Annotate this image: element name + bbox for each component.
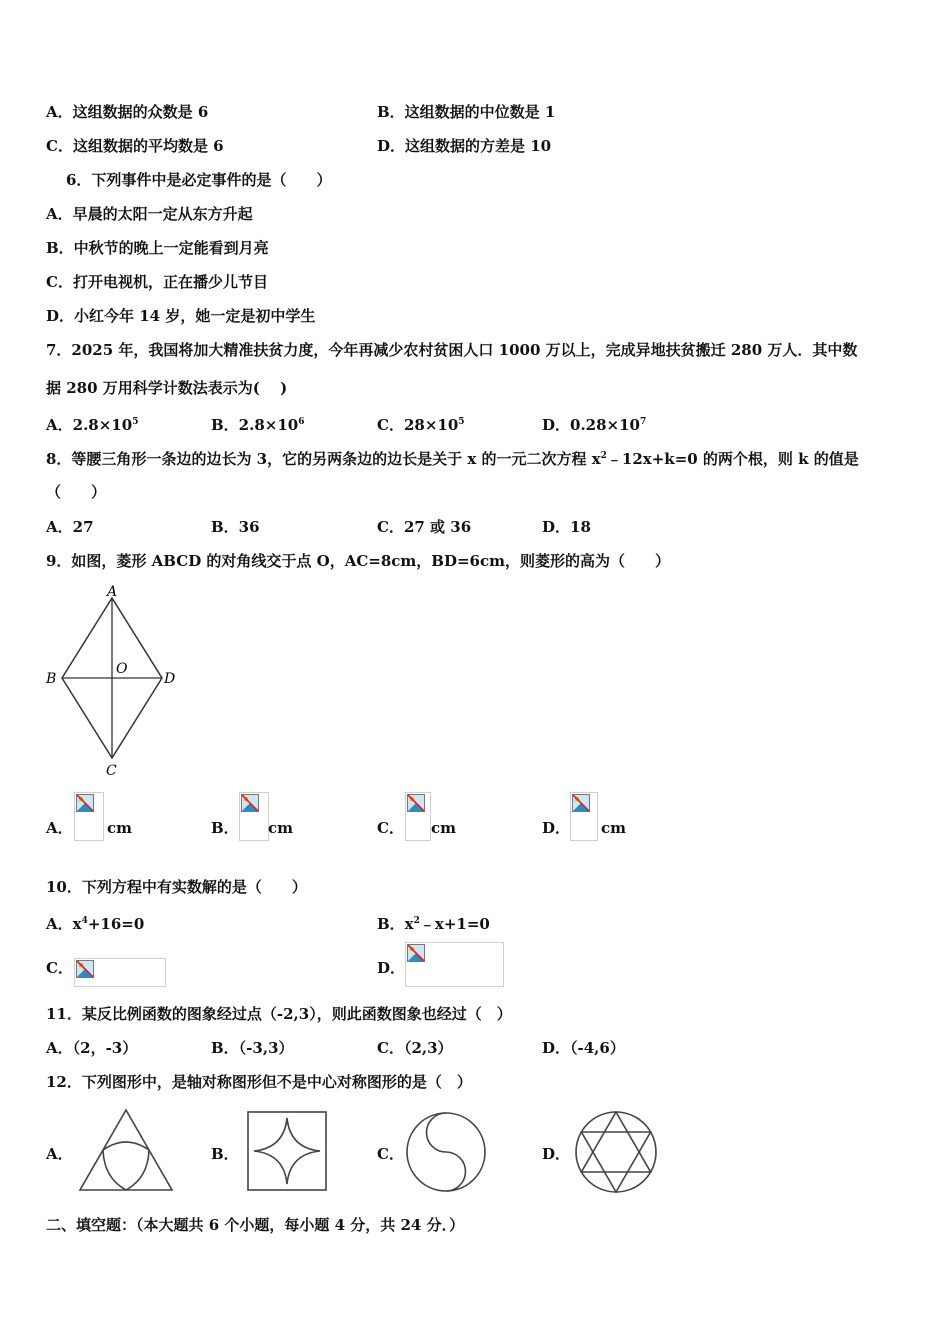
broken-image-icon: [407, 944, 425, 962]
q9-option-d-unit: cm: [601, 819, 627, 837]
q7-option-a: A．$2.8\times 10^5$: [46, 416, 139, 434]
q9-option-b-unit: cm: [268, 819, 294, 837]
label-a: A: [107, 584, 118, 600]
q9-option-a-label: A．: [46, 819, 73, 837]
q6-option-c: C．打开电视机，正在播少儿节目: [46, 273, 268, 291]
q9-option-a-unit: cm: [107, 819, 133, 837]
q7-option-b: B．$2.8\times 10^6$: [211, 416, 305, 434]
q7-option-d: D．$0.28\times 10^7$: [542, 416, 647, 434]
q8-option-b: B．36: [211, 518, 260, 536]
label-b: B: [46, 671, 57, 687]
q9-option-b-label: B．: [211, 819, 239, 837]
q11-stem: 11．某反比例函数的图象经过点（-2,3），则此函数图象也经过（ ）: [46, 1005, 512, 1023]
q8-stem-line1: 8．等腰三角形一条边的边长为 3，它的另两条边的边长是关于 x 的一元二次方程 $x^2﹣12x+k=0$ 的两个根，则 k 的值是: [46, 450, 859, 468]
q12-option-d-label: D．: [542, 1145, 571, 1163]
q12-stem: 12．下列图形中，是轴对称图形但不是中心对称图形的是（ ）: [46, 1073, 472, 1091]
section-fill-in-title: 二、填空题：（本大题共 6 个小题，每小题 4 分，共 24 分．）: [46, 1216, 465, 1234]
broken-image-icon: [76, 794, 94, 812]
q6-option-d: D．小红今年 14 岁，她一定是初中学生: [46, 307, 316, 325]
q12-figure-b-square-star: [246, 1110, 328, 1192]
q8-option-c: C．27 或 36: [377, 518, 472, 536]
q7-stem-line1: 7．2025 年，我国将加大精准扶贫力度，今年再减少农村贫困人口 1000 万以上，完成异地扶贫搬迁 280 万人．其中数: [46, 341, 858, 359]
q12-figure-a-triangle-arcs: [76, 1106, 176, 1194]
q5-option-b: B．这组数据的中位数是 1: [377, 103, 556, 121]
q11-option-c: C．（2,3）: [377, 1039, 453, 1057]
q7-option-c: C．$28\times 10^5$: [377, 416, 465, 434]
q10-option-c-image: [74, 958, 166, 987]
q10-option-d-label: D．: [377, 959, 406, 977]
q12-figure-d-hexagram-circle: [574, 1108, 658, 1196]
q9-option-c-label: C．: [377, 819, 404, 837]
q10-option-a: A．$x^4+16=0$: [46, 915, 145, 933]
q9-option-b-image: [239, 792, 269, 841]
q11-option-d: D．（-4,6）: [542, 1039, 625, 1057]
q6-option-b: B．中秋节的晚上一定能看到月亮: [46, 239, 269, 257]
q9-option-c-image: [405, 792, 431, 841]
label-c: C: [106, 763, 117, 779]
q8-option-d: D．18: [542, 518, 591, 536]
q12-option-b-label: B．: [211, 1145, 239, 1163]
broken-image-icon: [241, 794, 259, 812]
q6-stem: 6．下列事件中是必定事件的是（ ）: [66, 171, 332, 189]
label-d: D: [164, 671, 176, 687]
q10-stem: 10．下列方程中有实数解的是（ ）: [46, 878, 307, 896]
q11-option-a: A．（2，-3）: [46, 1039, 138, 1057]
q9-option-c-unit: cm: [431, 819, 457, 837]
q9-option-a-image: [74, 792, 104, 841]
q5-option-a: A．这组数据的众数是 6: [46, 103, 209, 121]
broken-image-icon: [572, 794, 590, 812]
q10-option-d-image: [405, 942, 504, 987]
q12-figure-c-taiji: [404, 1110, 488, 1194]
q12-option-a-label: A．: [46, 1145, 73, 1163]
q5-option-d: D．这组数据的方差是 10: [377, 137, 552, 155]
q10-option-b: B．$x^2﹣x+1=0$: [377, 915, 490, 933]
q9-option-d-image: [570, 792, 598, 841]
broken-image-icon: [76, 960, 94, 978]
q8-option-a: A．27: [46, 518, 94, 536]
q9-option-d-label: D．: [542, 819, 571, 837]
q6-option-a: A．早晨的太阳一定从东方升起: [46, 205, 253, 223]
q5-option-c: C．这组数据的平均数是 6: [46, 137, 224, 155]
label-o: O: [116, 661, 128, 677]
q8-stem-line2: （ ）: [46, 483, 107, 501]
q10-option-c-label: C．: [46, 959, 73, 977]
q9-stem: 9．如图，菱形 ABCD 的对角线交于点 O，AC=8cm，BD=6cm，则菱形的高为（ ）: [46, 552, 670, 570]
q12-option-c-label: C．: [377, 1145, 404, 1163]
q11-option-b: B．（-3,3）: [211, 1039, 294, 1057]
q7-stem-line2: 据 280 万用科学计数法表示为( ): [46, 379, 288, 397]
broken-image-icon: [407, 794, 425, 812]
rhombus-figure: [40, 580, 190, 780]
